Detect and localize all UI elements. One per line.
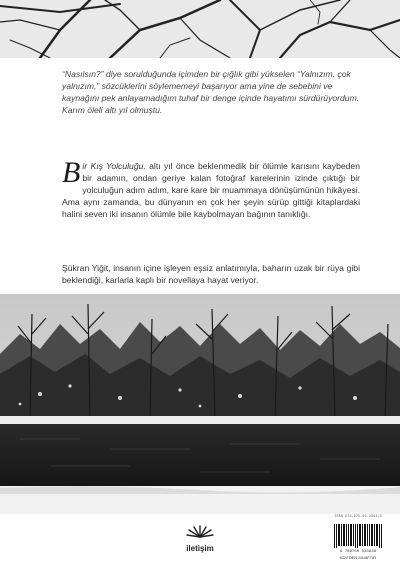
barcode (332, 522, 384, 560)
tax-exempt-label: KDV'DEN MUAFTIR (339, 555, 377, 560)
isbn-label: ISBN 978-975-05-3393-8 (334, 515, 382, 519)
book-title-inline: ir Kış Yolculuğu, (82, 161, 146, 171)
snowy-river-photo (0, 294, 400, 514)
winter-branches-photo (0, 0, 400, 58)
back-cover-quote: “Nasılsın?” diye sorulduğunda içimden bir çığlık gibi yükselen “Yalnızım, çok yalnızım,” sözcüklerini söylememeyi başarıyor ama yine de sebebini ve kaynağını pek anlayamadığım tuhaf bir denge içinde hayatımı sürdürüyordum. Karım öleli altı yıl olmuştu. (62, 69, 360, 115)
back-cover-blurb (62, 156, 360, 220)
author-paragraph: Şükran Yiğit, insanın içine işleyen eşsiz anlatımıyla, baharın uzak bir rüya gibi beklendiği, karlarla kaplı bir novellaya hayat veriyor. (62, 263, 360, 285)
sun-rays-icon (186, 524, 214, 538)
publisher-logo (180, 524, 220, 553)
barcode-number: 9 789750 533938 (339, 550, 376, 554)
barcode-bars-icon (332, 522, 384, 550)
publisher-name: iletişim (186, 544, 214, 553)
drop-cap: B (62, 156, 81, 189)
blurb-body: altı yıl önce beklenmedik bir ölümle karısını kaybeden bir adamın, ondan geriye kalan fotoğraf karelerinin izinde çıktığı bir yolculuğun adım adım, kare kare bir muammaya dönüşümünün hikâyesi. Ama aynı zamanda, bu dünyanın en çok her şeyin sürüp gittiği kitaplardaki halini seven iki insanın ölümle bile kaybolmayan bağının tanıklığı. (62, 161, 360, 219)
